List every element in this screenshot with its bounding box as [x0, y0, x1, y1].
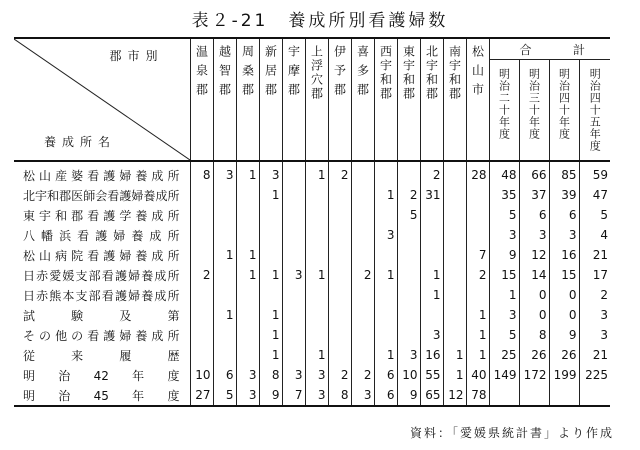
district-count-cell	[374, 305, 397, 325]
district-count-cell	[397, 305, 420, 325]
year-total-cell: 3	[519, 225, 549, 245]
district-count-cell	[443, 325, 466, 345]
district-count-cell: 6	[374, 385, 397, 406]
district-count-cell	[443, 305, 466, 325]
district-count-cell: 7	[466, 245, 489, 265]
district-count-cell	[328, 205, 351, 225]
district-count-cell	[328, 285, 351, 305]
district-header: 温泉郡	[190, 38, 213, 161]
year-total-cell: 39	[549, 185, 579, 205]
district-count-cell: 1	[466, 325, 489, 345]
district-count-cell: 9	[397, 385, 420, 406]
table-body	[14, 161, 610, 406]
district-count-cell	[420, 225, 443, 245]
year-total-cell: 14	[519, 265, 549, 285]
district-count-cell: 78	[466, 385, 489, 406]
district-count-cell	[374, 161, 397, 185]
year-total-cell: 149	[489, 365, 519, 385]
district-count-cell: 1	[259, 325, 282, 345]
institution-name: 日赤熊本支部看護婦養成所	[23, 288, 180, 303]
district-count-cell	[443, 161, 466, 185]
district-count-cell: 2	[351, 265, 374, 285]
year-total-cell: 16	[549, 245, 579, 265]
year-total-cell	[579, 385, 610, 406]
district-count-cell	[466, 285, 489, 305]
district-header: 宇摩郡	[282, 38, 305, 161]
institution-name: 松山病院看護婦養成所	[23, 248, 180, 263]
district-count-cell	[397, 265, 420, 285]
year-total-cell: 9	[549, 325, 579, 345]
district-count-cell	[305, 185, 328, 205]
district-count-cell: 2	[328, 365, 351, 385]
year-total-cell: 12	[519, 245, 549, 265]
table-row	[14, 325, 610, 345]
district-count-cell: 1	[259, 305, 282, 325]
district-count-cell	[190, 245, 213, 265]
district-header: 新居郡	[259, 38, 282, 161]
district-count-cell	[190, 325, 213, 345]
district-header: 越智郡	[213, 38, 236, 161]
district-header: 東宇和郡	[397, 38, 420, 161]
district-count-cell: 40	[466, 365, 489, 385]
district-count-cell: 2	[420, 161, 443, 185]
district-count-cell: 3	[374, 225, 397, 245]
year-total-cell: 1	[489, 285, 519, 305]
district-header: 上浮穴郡	[305, 38, 328, 161]
year-total-cell: 6	[519, 205, 549, 225]
district-count-cell	[305, 205, 328, 225]
district-count-cell: 8	[259, 365, 282, 385]
year-total-cell: 17	[579, 265, 610, 285]
district-count-cell	[213, 325, 236, 345]
district-count-cell	[328, 345, 351, 365]
institution-name: 明治42年度	[23, 368, 180, 383]
institution-name: 松山産婆看護婦養成所	[14, 161, 190, 185]
year-total-cell: 15	[489, 265, 519, 285]
district-count-cell	[213, 205, 236, 225]
institution-name: 試験及第	[23, 308, 180, 323]
district-count-cell	[328, 185, 351, 205]
district-count-cell	[190, 305, 213, 325]
district-count-cell: 3	[282, 265, 305, 285]
nurse-statistics-table	[14, 37, 610, 407]
year-total-cell: 9	[489, 245, 519, 265]
district-count-cell	[236, 225, 259, 245]
district-count-cell: 5	[213, 385, 236, 406]
district-count-cell	[282, 161, 305, 185]
district-count-cell: 3	[213, 161, 236, 185]
district-count-cell: 55	[420, 365, 443, 385]
district-count-cell	[443, 225, 466, 245]
district-count-cell	[305, 245, 328, 265]
district-header: 西宇和郡	[374, 38, 397, 161]
district-count-cell: 1	[236, 265, 259, 285]
district-count-cell: 6	[374, 365, 397, 385]
year-total-cell	[549, 385, 579, 406]
year-total-cell	[519, 385, 549, 406]
year-total-cell: 15	[549, 265, 579, 285]
district-count-cell	[374, 205, 397, 225]
district-axis-label: 郡市別	[109, 49, 164, 63]
district-count-cell: 1	[213, 305, 236, 325]
district-count-cell: 6	[213, 365, 236, 385]
district-count-cell: 3	[305, 385, 328, 406]
year-total-cell: 59	[579, 161, 610, 185]
district-count-cell	[443, 245, 466, 265]
district-header: 伊予郡	[328, 38, 351, 161]
institution-name: 八幡浜看護婦養成所	[23, 228, 180, 243]
district-count-cell: 1	[466, 345, 489, 365]
district-count-cell	[305, 285, 328, 305]
district-count-cell: 1	[213, 245, 236, 265]
year-total-cell: 8	[519, 325, 549, 345]
district-count-cell: 27	[190, 385, 213, 406]
district-count-cell	[351, 285, 374, 305]
district-count-cell	[466, 185, 489, 205]
district-count-cell	[213, 285, 236, 305]
district-header: 周桑郡	[236, 38, 259, 161]
year-total-cell: 5	[489, 205, 519, 225]
district-count-cell	[259, 205, 282, 225]
table-row	[14, 285, 610, 305]
district-count-cell	[374, 285, 397, 305]
district-count-cell: 28	[466, 161, 489, 185]
district-count-cell	[259, 245, 282, 265]
district-count-cell	[190, 205, 213, 225]
district-header: 松山市	[466, 38, 489, 161]
district-count-cell: 8	[328, 385, 351, 406]
table-row	[14, 161, 610, 185]
district-count-cell: 1	[443, 365, 466, 385]
district-count-cell	[374, 245, 397, 265]
district-count-cell	[305, 225, 328, 245]
district-count-cell: 16	[420, 345, 443, 365]
district-count-cell	[443, 205, 466, 225]
year-header: 明治三十年度	[519, 60, 549, 162]
district-count-cell	[236, 205, 259, 225]
district-count-cell	[443, 285, 466, 305]
district-count-cell: 3	[305, 365, 328, 385]
district-count-cell: 65	[420, 385, 443, 406]
year-total-cell: 5	[579, 205, 610, 225]
district-count-cell	[259, 225, 282, 245]
district-count-cell: 2	[397, 185, 420, 205]
district-count-cell: 1	[305, 265, 328, 285]
district-count-cell	[351, 185, 374, 205]
district-count-cell	[236, 325, 259, 345]
table-row	[14, 305, 610, 325]
year-total-cell: 225	[579, 365, 610, 385]
district-header: 南宇和郡	[443, 38, 466, 161]
year-total-cell: 3	[579, 325, 610, 345]
district-count-cell	[282, 285, 305, 305]
institution-name: 日赤愛媛支部看護婦養成所	[23, 268, 180, 283]
district-count-cell	[466, 205, 489, 225]
district-count-cell: 5	[397, 205, 420, 225]
year-header: 明治四十五年度	[579, 60, 610, 162]
total-label-left: 合	[519, 43, 532, 57]
district-count-cell: 12	[443, 385, 466, 406]
district-count-cell	[282, 205, 305, 225]
district-count-cell	[351, 225, 374, 245]
institution-name: 東宇和郡看護学養成所	[23, 208, 180, 223]
year-header: 明治二十年度	[489, 60, 519, 162]
district-count-cell: 1	[420, 285, 443, 305]
district-count-cell: 3	[351, 385, 374, 406]
district-count-cell	[443, 265, 466, 285]
district-count-cell: 1	[236, 161, 259, 185]
table-row	[14, 185, 610, 205]
year-total-cell: 21	[579, 345, 610, 365]
year-total-cell: 2	[579, 285, 610, 305]
district-count-cell	[305, 325, 328, 345]
year-total-cell: 85	[549, 161, 579, 185]
district-count-cell	[420, 245, 443, 265]
district-count-cell	[397, 245, 420, 265]
source-note: 資料：「愛媛県統計書」より作成	[409, 426, 614, 440]
district-count-cell: 2	[351, 365, 374, 385]
year-total-cell: 3	[549, 225, 579, 245]
district-count-cell	[351, 345, 374, 365]
year-total-cell: 172	[519, 365, 549, 385]
grand-total-header	[489, 38, 610, 60]
table-row	[14, 205, 610, 225]
district-count-cell: 1	[305, 345, 328, 365]
district-count-cell: 8	[190, 161, 213, 185]
district-count-cell: 3	[236, 365, 259, 385]
year-total-cell: 48	[489, 161, 519, 185]
district-count-cell	[351, 325, 374, 345]
year-total-cell: 26	[519, 345, 549, 365]
year-total-cell: 37	[519, 185, 549, 205]
district-count-cell	[213, 265, 236, 285]
district-count-cell	[282, 245, 305, 265]
district-count-cell	[190, 285, 213, 305]
district-count-cell	[236, 285, 259, 305]
district-count-cell: 1	[305, 161, 328, 185]
district-count-cell	[351, 161, 374, 185]
district-count-cell: 31	[420, 185, 443, 205]
district-count-cell	[328, 225, 351, 245]
district-count-cell: 2	[466, 265, 489, 285]
year-total-cell: 0	[519, 285, 549, 305]
total-label-right: 計	[572, 43, 585, 57]
table-row	[14, 265, 610, 285]
year-total-cell: 25	[489, 345, 519, 365]
district-count-cell	[259, 285, 282, 305]
district-count-cell: 2	[190, 265, 213, 285]
district-count-cell: 1	[420, 265, 443, 285]
district-count-cell: 10	[190, 365, 213, 385]
district-count-cell	[282, 345, 305, 365]
year-total-cell: 3	[579, 305, 610, 325]
district-count-cell	[351, 245, 374, 265]
district-count-cell	[213, 225, 236, 245]
district-count-cell: 3	[236, 385, 259, 406]
district-count-cell	[282, 185, 305, 205]
district-count-cell	[236, 345, 259, 365]
district-count-cell	[236, 305, 259, 325]
year-total-cell: 66	[519, 161, 549, 185]
district-count-cell: 1	[443, 345, 466, 365]
district-count-cell: 1	[259, 185, 282, 205]
district-count-cell	[236, 185, 259, 205]
district-count-cell	[190, 185, 213, 205]
district-count-cell	[420, 205, 443, 225]
district-count-cell: 3	[282, 365, 305, 385]
year-total-cell: 21	[579, 245, 610, 265]
district-count-cell	[328, 245, 351, 265]
table-row	[14, 385, 610, 406]
district-count-cell	[351, 205, 374, 225]
district-count-cell	[374, 325, 397, 345]
year-total-cell: 0	[519, 305, 549, 325]
district-count-cell	[328, 305, 351, 325]
year-total-cell: 26	[549, 345, 579, 365]
year-total-cell: 35	[489, 185, 519, 205]
table-row	[14, 345, 610, 365]
district-count-cell: 1	[259, 265, 282, 285]
district-count-cell	[282, 325, 305, 345]
year-total-cell	[489, 385, 519, 406]
year-total-cell: 0	[549, 285, 579, 305]
table-row	[14, 245, 610, 265]
district-count-cell: 1	[236, 245, 259, 265]
page-title: 表２-21 養成所別看護婦数	[191, 11, 449, 31]
district-count-cell	[397, 285, 420, 305]
year-total-cell: 199	[549, 365, 579, 385]
institution-axis-label: 養成所名	[44, 135, 117, 149]
district-count-cell	[466, 225, 489, 245]
table-row	[14, 225, 610, 245]
institution-name: 北宇和郡医師会看護婦養成所	[23, 188, 180, 203]
district-count-cell	[328, 325, 351, 345]
district-header: 北宇和郡	[420, 38, 443, 161]
year-total-cell: 5	[489, 325, 519, 345]
district-count-cell: 10	[397, 365, 420, 385]
district-header: 喜多郡	[351, 38, 374, 161]
district-count-cell	[328, 265, 351, 285]
district-count-cell	[282, 305, 305, 325]
district-count-cell: 1	[374, 265, 397, 285]
district-count-cell	[282, 225, 305, 245]
year-total-cell: 3	[489, 225, 519, 245]
district-count-cell	[190, 225, 213, 245]
year-total-cell: 3	[489, 305, 519, 325]
institution-name: その他の看護婦養成所	[23, 328, 180, 343]
institution-name: 明治45年度	[14, 385, 190, 406]
district-count-cell	[397, 161, 420, 185]
district-count-cell	[397, 225, 420, 245]
district-count-cell	[305, 305, 328, 325]
district-count-cell	[213, 185, 236, 205]
table-row	[14, 365, 610, 385]
district-count-cell	[351, 305, 374, 325]
district-count-cell: 3	[420, 325, 443, 345]
district-count-cell	[443, 185, 466, 205]
header-corner	[14, 38, 190, 161]
district-count-cell: 3	[397, 345, 420, 365]
district-count-cell: 1	[466, 305, 489, 325]
district-count-cell: 7	[282, 385, 305, 406]
district-count-cell: 1	[374, 185, 397, 205]
district-count-cell: 3	[259, 161, 282, 185]
year-total-cell: 6	[549, 205, 579, 225]
district-count-cell	[420, 305, 443, 325]
institution-name: 従来履歴	[23, 348, 180, 363]
district-count-cell: 1	[259, 345, 282, 365]
year-total-cell: 0	[549, 305, 579, 325]
district-count-cell	[190, 345, 213, 365]
year-total-cell: 4	[579, 225, 610, 245]
year-total-cell: 47	[579, 185, 610, 205]
year-header: 明治四十年度	[549, 60, 579, 162]
district-count-cell: 9	[259, 385, 282, 406]
district-count-cell: 2	[328, 161, 351, 185]
district-count-cell	[213, 345, 236, 365]
district-count-cell: 1	[374, 345, 397, 365]
district-count-cell	[397, 325, 420, 345]
